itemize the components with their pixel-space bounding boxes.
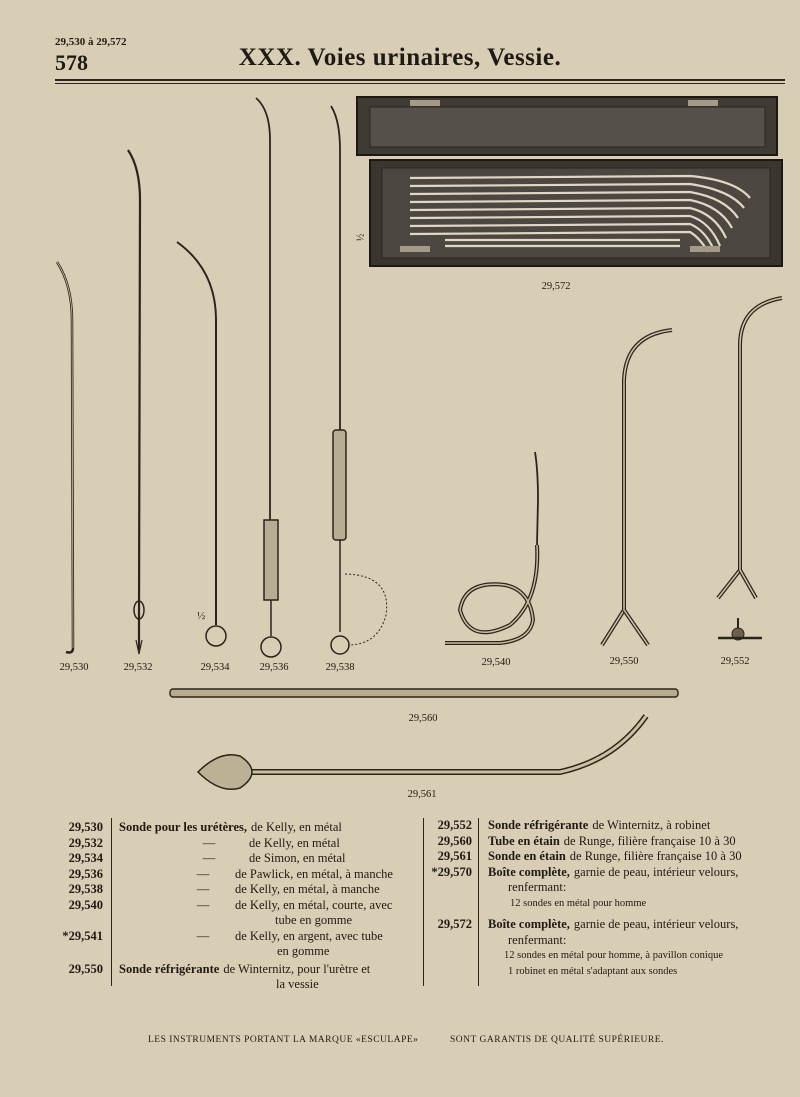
- table-divider-left: [111, 818, 112, 986]
- table-row: *29,541 — de Kelly, en argent, avec tube: [62, 928, 383, 943]
- table-row: 29,561 Sonde en étain de Runge, filière française 10 à 30: [437, 849, 742, 863]
- table-row: 29,560 Tube en étain de Runge, filière française 10 à 30: [437, 833, 736, 848]
- table-row: 29,550 Sonde réfrigérante de Winternitz, pour l'urètre et: [68, 961, 371, 976]
- page-number: 578: [55, 50, 88, 75]
- table-row-note: 12 sondes en métal pour homme: [510, 897, 647, 909]
- left-price-table: [55, 820, 410, 993]
- table-row: 29,538 — de Kelly, en métal, à manche: [68, 882, 380, 896]
- right-price-table: [424, 818, 796, 979]
- catheter-29534-illustration: [177, 242, 226, 646]
- catheter-29532-illustration: [128, 150, 144, 654]
- table-row: 29,552 Sonde réfrigérante de Winternitz, à robinet: [437, 818, 711, 832]
- caption-29560: 29,560: [408, 713, 438, 724]
- caption-29538: 29,538: [325, 662, 355, 673]
- item-range: 29,530 à 29,572: [55, 36, 127, 48]
- cooling-probe-29552-illustration: [718, 298, 782, 640]
- table-row-cont: la vessie: [276, 977, 319, 991]
- table-row-note: 1 robinet en métal s'adaptant aux sondes: [508, 965, 678, 977]
- sound-29561-illustration: [198, 716, 646, 789]
- catheter-29530-illustration: [57, 262, 73, 653]
- caption-29540: 29,540: [481, 657, 511, 668]
- table-row-cont: en gomme: [277, 944, 330, 958]
- table-row: 29,536 — de Pawlick, en métal, à manche: [68, 866, 393, 881]
- table-row: *29,570 Boîte complète, garnie de peau, intérieur velours,: [431, 864, 739, 879]
- table-row: 29,540 — de Kelly, en métal, courte, avec: [68, 897, 393, 912]
- instrument-box-29572-illustration: [357, 97, 782, 266]
- cooling-probe-29550-illustration: [602, 330, 672, 645]
- caption-29536: 29,536: [259, 662, 289, 673]
- table-row-note: 12 sondes en métal pour homme, à pavillon conique: [504, 950, 723, 961]
- scale-label-box: ½: [355, 233, 367, 242]
- caption-29552: 29,552: [720, 656, 750, 667]
- tube-29540-illustration: [445, 452, 538, 643]
- caption-29550: 29,550: [609, 656, 639, 667]
- footer-right-text: SONT GARANTIS DE QUALITÉ SUPÉRIEURE.: [450, 1035, 664, 1045]
- table-row: 29,534 — de Simon, en métal: [68, 851, 346, 865]
- page-title: XXX. Voies urinaires, Vessie.: [238, 44, 562, 71]
- table-row: 29,572 Boîte complète, garnie de peau, intérieur velours,: [437, 917, 739, 931]
- table-row-cont: tube en gomme: [275, 913, 353, 927]
- caption-29530: 29,530: [59, 662, 89, 673]
- table-row-cont: renfermant:: [508, 880, 567, 894]
- caption-29572: 29,572: [541, 281, 571, 292]
- caption-29534: 29,534: [200, 662, 230, 673]
- table-row: 29,530 Sonde pour les urétères, de Kelly, en métal: [68, 820, 342, 834]
- tube-29560-illustration: [170, 689, 678, 697]
- caption-29532: 29,532: [123, 662, 153, 673]
- table-row-cont: renfermant:: [508, 932, 567, 947]
- footer-left-text: LES INSTRUMENTS PORTANT LA MARQUE «ESCULAPE»: [148, 1035, 419, 1045]
- caption-29561: 29,561: [407, 789, 437, 800]
- table-row: 29,532 — de Kelly, en métal: [68, 835, 340, 850]
- catheter-29536-illustration: [256, 98, 281, 657]
- scale-label-probe: ½: [197, 610, 206, 622]
